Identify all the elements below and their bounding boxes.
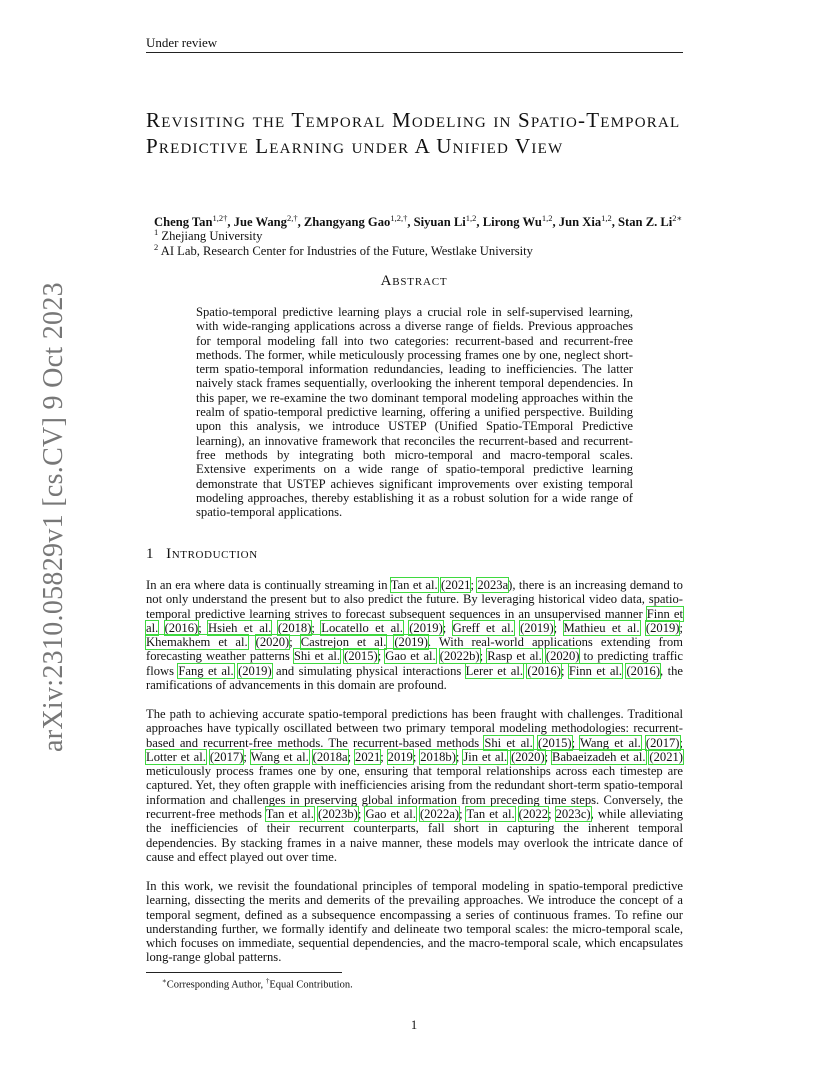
paragraph-text: The path to achieving accurate spatio-temporal predictions has been fraught with challenges. Traditional approaches have typically oscillated between two primary temporal modeling methodologies: recurrent-based and recurrent-free methods. The recurrent-based methods (146, 707, 683, 750)
citation-link[interactable]: Greff et al. (452, 620, 514, 635)
citation-link[interactable]: (2022 (518, 807, 549, 822)
paragraph-text (271, 621, 277, 635)
paragraph-text: ), there is an increasing demand to not only understand the present but to also predict the future. By leveraging historical video data, spatio-temporal predictive learning strives to forecast subsequent sequences in an unsupervised manner (146, 578, 683, 621)
paragraph-text: ; (455, 749, 464, 764)
paragraph-text: ; (377, 649, 386, 664)
author-affiliation-mark: 2∗ (672, 213, 683, 223)
author-affiliation-mark: 1,2 (541, 213, 553, 223)
section-title: Introduction (166, 546, 258, 562)
author-list: Cheng Tan$^{1,2\dagger}$, Jue Wang$^{2,\dagger}$, Zhangyang Gao$^{1,2,\dagger}$, Siyuan Li$^{1,2}$, Lirong Wu$^{1,2}$, Jun Xia$^{1,2}$, Stan Z. $Li^{2∗}$ (154, 213, 683, 230)
citation-link[interactable]: Shi et al. (484, 735, 533, 750)
abstract-heading: Abstract (380, 273, 448, 289)
citation-link[interactable]: (2017) (645, 735, 680, 750)
citation-link[interactable]: Tan et al. (390, 578, 438, 592)
paragraph-text (640, 621, 646, 635)
footnote-text: Corresponding Author, (166, 979, 266, 991)
paragraph-text: ; (347, 749, 356, 764)
citation-link[interactable]: (2021 (441, 578, 471, 592)
paragraph-text (248, 635, 256, 649)
citation-link[interactable]: Hsieh et al. (208, 620, 272, 635)
author-affiliation-mark: 1,2† (212, 213, 228, 223)
citation-link[interactable]: Wang et al. (580, 735, 641, 750)
paragraph-text: ; (243, 749, 251, 764)
citation-link[interactable]: (2019) (409, 620, 443, 635)
citation-link[interactable]: (2022a) (419, 807, 460, 822)
intro-paragraph-1 (146, 578, 683, 692)
citation-link[interactable]: (2016) (527, 663, 561, 678)
paragraph-text: In an era where data is continually streaming in (146, 578, 391, 592)
citation-link[interactable]: (2020) (255, 635, 290, 650)
footnote-mark: † (265, 977, 270, 985)
citation-link[interactable]: Tan et al. (265, 807, 314, 822)
citation-link[interactable]: (2023b) (318, 807, 358, 822)
paragraph-text: meticulously process frames one by one, ensuring that temporal relationships across each timestep are captured. Yet, they often grapple with inefficiencies arising from the redundant short-term spatio-temporal information and challenges in preserving global information from preceding time steps. Conversely, the recurrent-free methods (146, 764, 683, 822)
author-name: Cheng Tan (154, 215, 213, 230)
citation-link[interactable]: (2017) (209, 749, 244, 764)
author-affiliation-mark: 1,2 (465, 213, 477, 223)
arxiv-stamp: arXiv:2310.05829v1 [cs.CV] 9 Oct 2023 (38, 282, 69, 752)
citation-link[interactable]: Gao et al. (365, 807, 416, 822)
page-number: 1 (410, 1018, 418, 1032)
author-affiliation-mark: 1,2 (601, 213, 612, 223)
running-head: Under review (146, 35, 218, 50)
citation-link[interactable]: (2019) (520, 620, 554, 635)
citation-link[interactable]: (2015) (538, 735, 572, 750)
paragraph-text: ; (553, 620, 564, 635)
paragraph-text: , while alleviating the inefficiencies of their recurrent counterparts, fall short in capturing the inherent temporal dependencies. By stacking frames in a naive manner, these models may overlook the intricate dance of cause and effect played out over time. (146, 807, 684, 864)
paragraph-text: ; (289, 635, 301, 650)
intro-paragraph-2 (146, 707, 683, 864)
citation-link[interactable]: 2023c) (555, 807, 591, 822)
paragraph-text: ; (560, 663, 569, 678)
paragraph-text: ; (548, 807, 556, 822)
paragraph-text: ; (198, 620, 209, 635)
citation-link[interactable]: 2023a (477, 578, 509, 592)
paragraph-text: ; (311, 620, 322, 635)
affiliation-text: Zhejiang University (161, 229, 263, 244)
paper-title: Revisiting the Temporal Modeling in Spatio-Temporal Predictive Learning under A Unified View (146, 108, 681, 158)
citation-link[interactable]: Lotter et al. (146, 749, 206, 764)
paragraph-text: ; (679, 620, 683, 635)
citation-link[interactable]: (2016) (626, 663, 661, 678)
citation-link[interactable]: Castrejon et al. (300, 635, 387, 650)
citation-link[interactable]: Tan et al. (466, 807, 515, 822)
affiliation-mark: 2 (154, 242, 159, 252)
footnote-mark: ∗ (162, 977, 167, 985)
author-affiliation-mark: 2,† (286, 213, 298, 223)
citation-link[interactable]: (2022b) (439, 649, 480, 664)
paragraph-text: , the ramifications of advancements in this domain are profound. (146, 663, 683, 693)
affiliation-text: AI Lab, Research Center for Industries of the Future, Westlake University (160, 244, 533, 259)
citation-link[interactable]: (2019) (238, 663, 272, 678)
citation-link[interactable]: Lerer et al. (465, 663, 524, 678)
paragraph-text: ; (679, 735, 683, 750)
citation-link[interactable]: Shi et al. (293, 649, 341, 664)
citation-link[interactable]: (2015) (344, 649, 378, 664)
citation-link[interactable]: Locatello et al. (321, 620, 403, 635)
author-name: Lirong Wu (482, 215, 542, 230)
author-name: Zhangyang Gao (303, 215, 391, 230)
paragraph-text: and simulating physical interactions (271, 663, 466, 678)
citation-link[interactable]: (2016) (164, 620, 199, 635)
citation-link[interactable]: Finn et al. (146, 606, 683, 635)
citation-link[interactable]: Fang et al. (178, 663, 234, 678)
citation-link[interactable]: (2019) (394, 635, 428, 650)
paragraph-text: ; (544, 749, 553, 764)
section-number: 1 (146, 546, 155, 562)
author-name: Stan Z. Li (618, 215, 673, 230)
citation-link[interactable]: Finn et al. (568, 663, 623, 678)
citation-link[interactable]: Khemakhem et al. (146, 635, 248, 650)
paragraph-text: ; (412, 749, 421, 764)
citation-link[interactable]: (2019) (645, 620, 680, 635)
footnote-text: Equal Contribution. (269, 979, 353, 991)
citation-link[interactable]: Rasp et al. (487, 649, 542, 664)
author-name: Jue Wang (233, 215, 287, 230)
author-name: Jun Xia (558, 215, 602, 230)
paragraph-text: ; (442, 620, 453, 635)
paragraph-text: In this work, we revisit the foundational principles of temporal modeling in spatio-temporal predictive learning, dissecting the merits and demerits of the prevailing approaches. We introduce the concept of a temporal segment, defined as a subsequence encompassing a series of continuous frames. To refine our understanding further, we formally identify and delineate two temporal scales: the micro-temporal scale, which focuses on immediate, sequential dependencies, and the macro-temporal scale, which encapsulates long-range global patterns. (146, 879, 683, 965)
author-name: Siyuan Li (413, 215, 466, 230)
citation-link[interactable]: 2021 (355, 749, 381, 764)
paragraph-text: ; (470, 578, 478, 592)
citation-link[interactable]: (2020) (511, 749, 545, 764)
citation-link[interactable]: Jin et al. (463, 749, 508, 764)
footnote-rule (146, 972, 342, 973)
citation-link[interactable]: 2019 (387, 749, 413, 764)
affiliation-2 (154, 242, 533, 259)
paragraph-text (158, 621, 164, 635)
citation-link[interactable]: Wang et al. (250, 749, 309, 764)
paragraph-text: ; (571, 735, 581, 750)
affiliation-mark: 1 (154, 227, 159, 237)
paragraph-text: ; (459, 807, 467, 822)
citation-link[interactable]: (2018a (312, 749, 348, 764)
paragraph-text: . With real-world applications extending from forecasting weather patterns (146, 635, 683, 664)
paragraph-text: ; (479, 649, 488, 664)
citation-link[interactable]: Babaeizadeh et al. (552, 749, 646, 764)
intro-paragraph-3 (146, 879, 683, 965)
citation-link[interactable]: Mathieu et al. (563, 620, 640, 635)
paragraph-text: ; (380, 749, 388, 764)
footnote (162, 977, 353, 991)
section-heading (146, 546, 258, 563)
citation-link[interactable]: 2018b) (420, 749, 456, 764)
paragraph-text: to predicting traffic flows (146, 649, 683, 678)
paragraph-text: ; (357, 807, 366, 822)
citation-link[interactable]: (2018) (277, 620, 312, 635)
abstract-body: Spatio-temporal predictive learning plays a crucial role in self-supervised learning, with wide-ranging applications across a diverse range of fields. Previous approaches for temporal modeling fall into two categories: recurrent-based and recurrent-free methods. The former, while meticulously processing frames one by one, neglect short-term spatio-temporal information redundancies, leading to inefficiencies. The latter naively stack frames sequentially, overlooking the inherent temporal dependencies. In this paper, we re-examine the two dominant temporal modeling approaches within the realm of spatio-temporal predictive learning, offering a unified perspective. Building upon this analysis, we introduce USTEP (Unified Spatio-TEmporal Predictive learning), an innovative framework that reconciles the recurrent-based and recurrent-free methods by integrating both micro-temporal and macro-temporal scales. Extensive experiments on a wide range of spatio-temporal predictive learning demonstrate that USTEP achieves significant improvements over existing temporal modeling approaches, thereby establishing it as a robust solution for a wide range of spatio-temporal applications. (196, 305, 633, 520)
citation-link[interactable]: (2020) (545, 649, 580, 664)
author-affiliation-mark: 1,2,† (390, 213, 408, 223)
citation-link[interactable]: Gao et al. (385, 649, 436, 664)
citation-link[interactable]: (2021) (649, 749, 683, 764)
header-rule (146, 52, 683, 53)
